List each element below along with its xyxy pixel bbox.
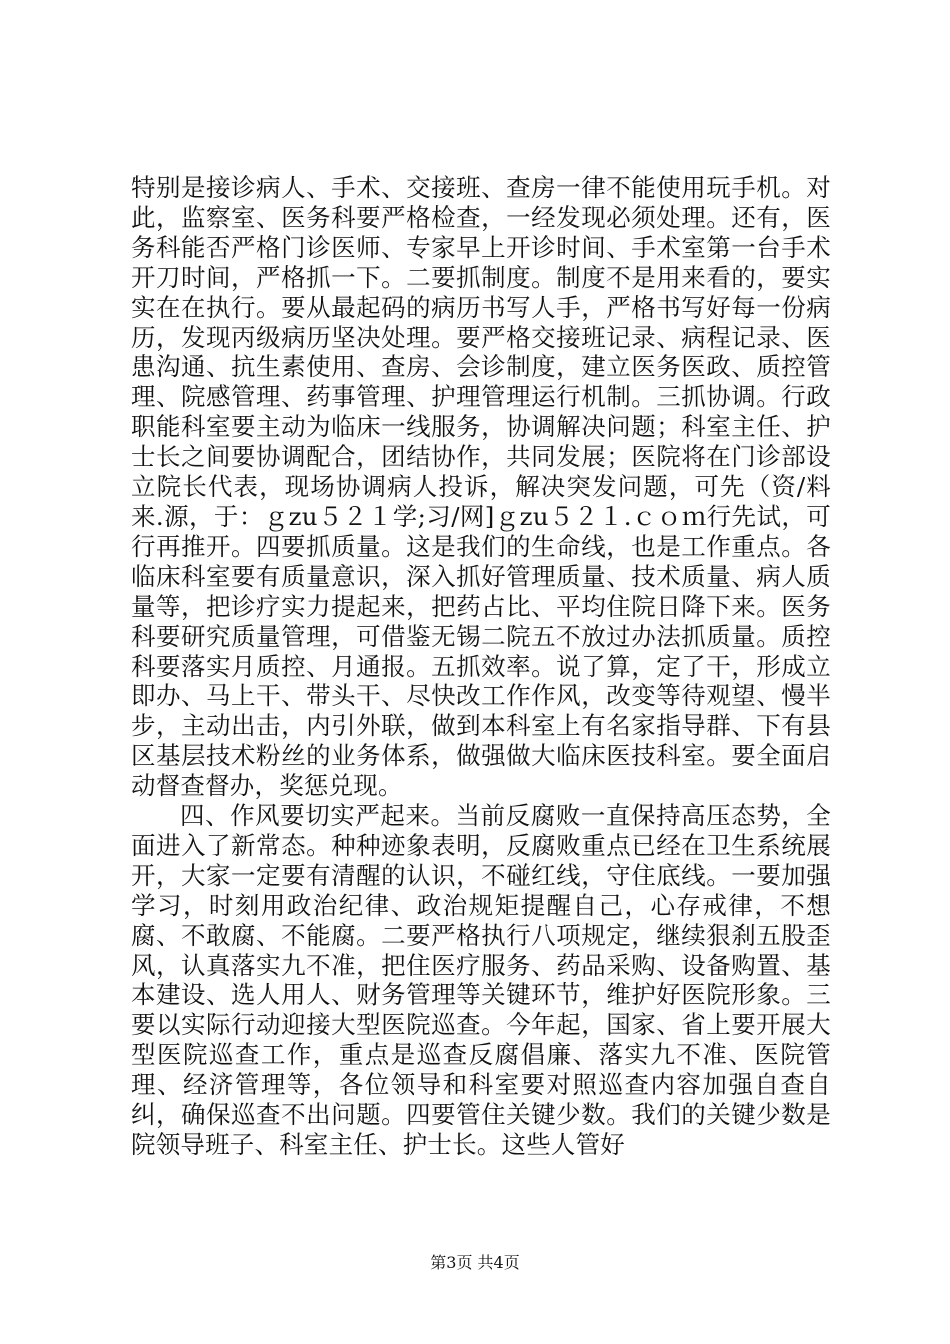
paragraph-section-four: 四、作风要切实严起来。当前反腐败一直保持高压态势，全面进入了新常态。种种迹象表明，反腐败重点已经在卫生系统展开，大家一定要有清醒的认识，不碰红线，守住底线。一要加强学习，时刻用政治纪律、政治规矩提醒自己，心存戒律，不想腐、不敢腐、不能腐。二要严格执行八项规定，继续狠刹五股歪风，认真落实九不准，把住医疗服务、药品采购、设备购置、基本建设、选人用人、财务管理等关键环节，维护好医院形象。三要以实际行动迎接大型医院巡查。今年起，国家、省上要开展大型医院巡查工作，重点是巡查反腐倡廉、落实九不准、医院管理、经济管理等，各位领导和科室要对照巡查内容加强自查自纠，确保巡查不出问题。四要管住关键少数。我们的关键少数是院领导班子、科室主任、护士长。这些人管好 (131, 801, 831, 1159)
paragraph-continuation: 特别是接诊病人、手术、交接班、查房一律不能使用玩手机。对此，监察室、医务科要严格检查，一经发现必须处理。还有，医务科能否严格门诊医师、专家早上开诊时间、手术室第一台手术开刀时间，严格抓一下。二要抓制度。制度不是用来看的，要实实在在执行。要从最起码的病历书写人手，严格书写好每一份病历，发现丙级病历坚决处理。要严格交接班记录、病程记录、医患沟通、抗生素使用、查房、会诊制度，建立医务医政、质控管理、院感管理、药事管理、护理管理运行机制。三抓协调。行政职能科室要主动为临床一线服务，协调解决问题；科室主任、护士长之间要协调配合，团结协作，共同发展；医院将在门诊部设立院长代表，现场协调病人投诉，解决突发问题，可先（资/料来.源，于：ｇzu５２１学;习/网]ｇzu５２１.ｃｏｍ行先试，可行再推开。四要抓质量。这是我们的生命线，也是工作重点。各临床科室要有质量意识，深入抓好管理质量、技术质量、病人质量等，把诊疗实力提起来，把药占比、平均住院日降下来。医务科要研究质量管理，可借鉴无锡二院五不放过办法抓质量。质控科要落实月质控、月通报。五抓效率。说了算，定了干，形成立即办、马上干、带头干、尽快改工作作风，改变等待观望、慢半步，主动出击，内引外联，做到本科室上有名家指导群、下有县区基层技术粉丝的业务体系，做强做大临床医技科室。要全面启动督查督办，奖惩兑现。 (131, 173, 831, 801)
page-number-footer: 第3页 共4页 (430, 1253, 520, 1272)
document-body (131, 173, 831, 1160)
